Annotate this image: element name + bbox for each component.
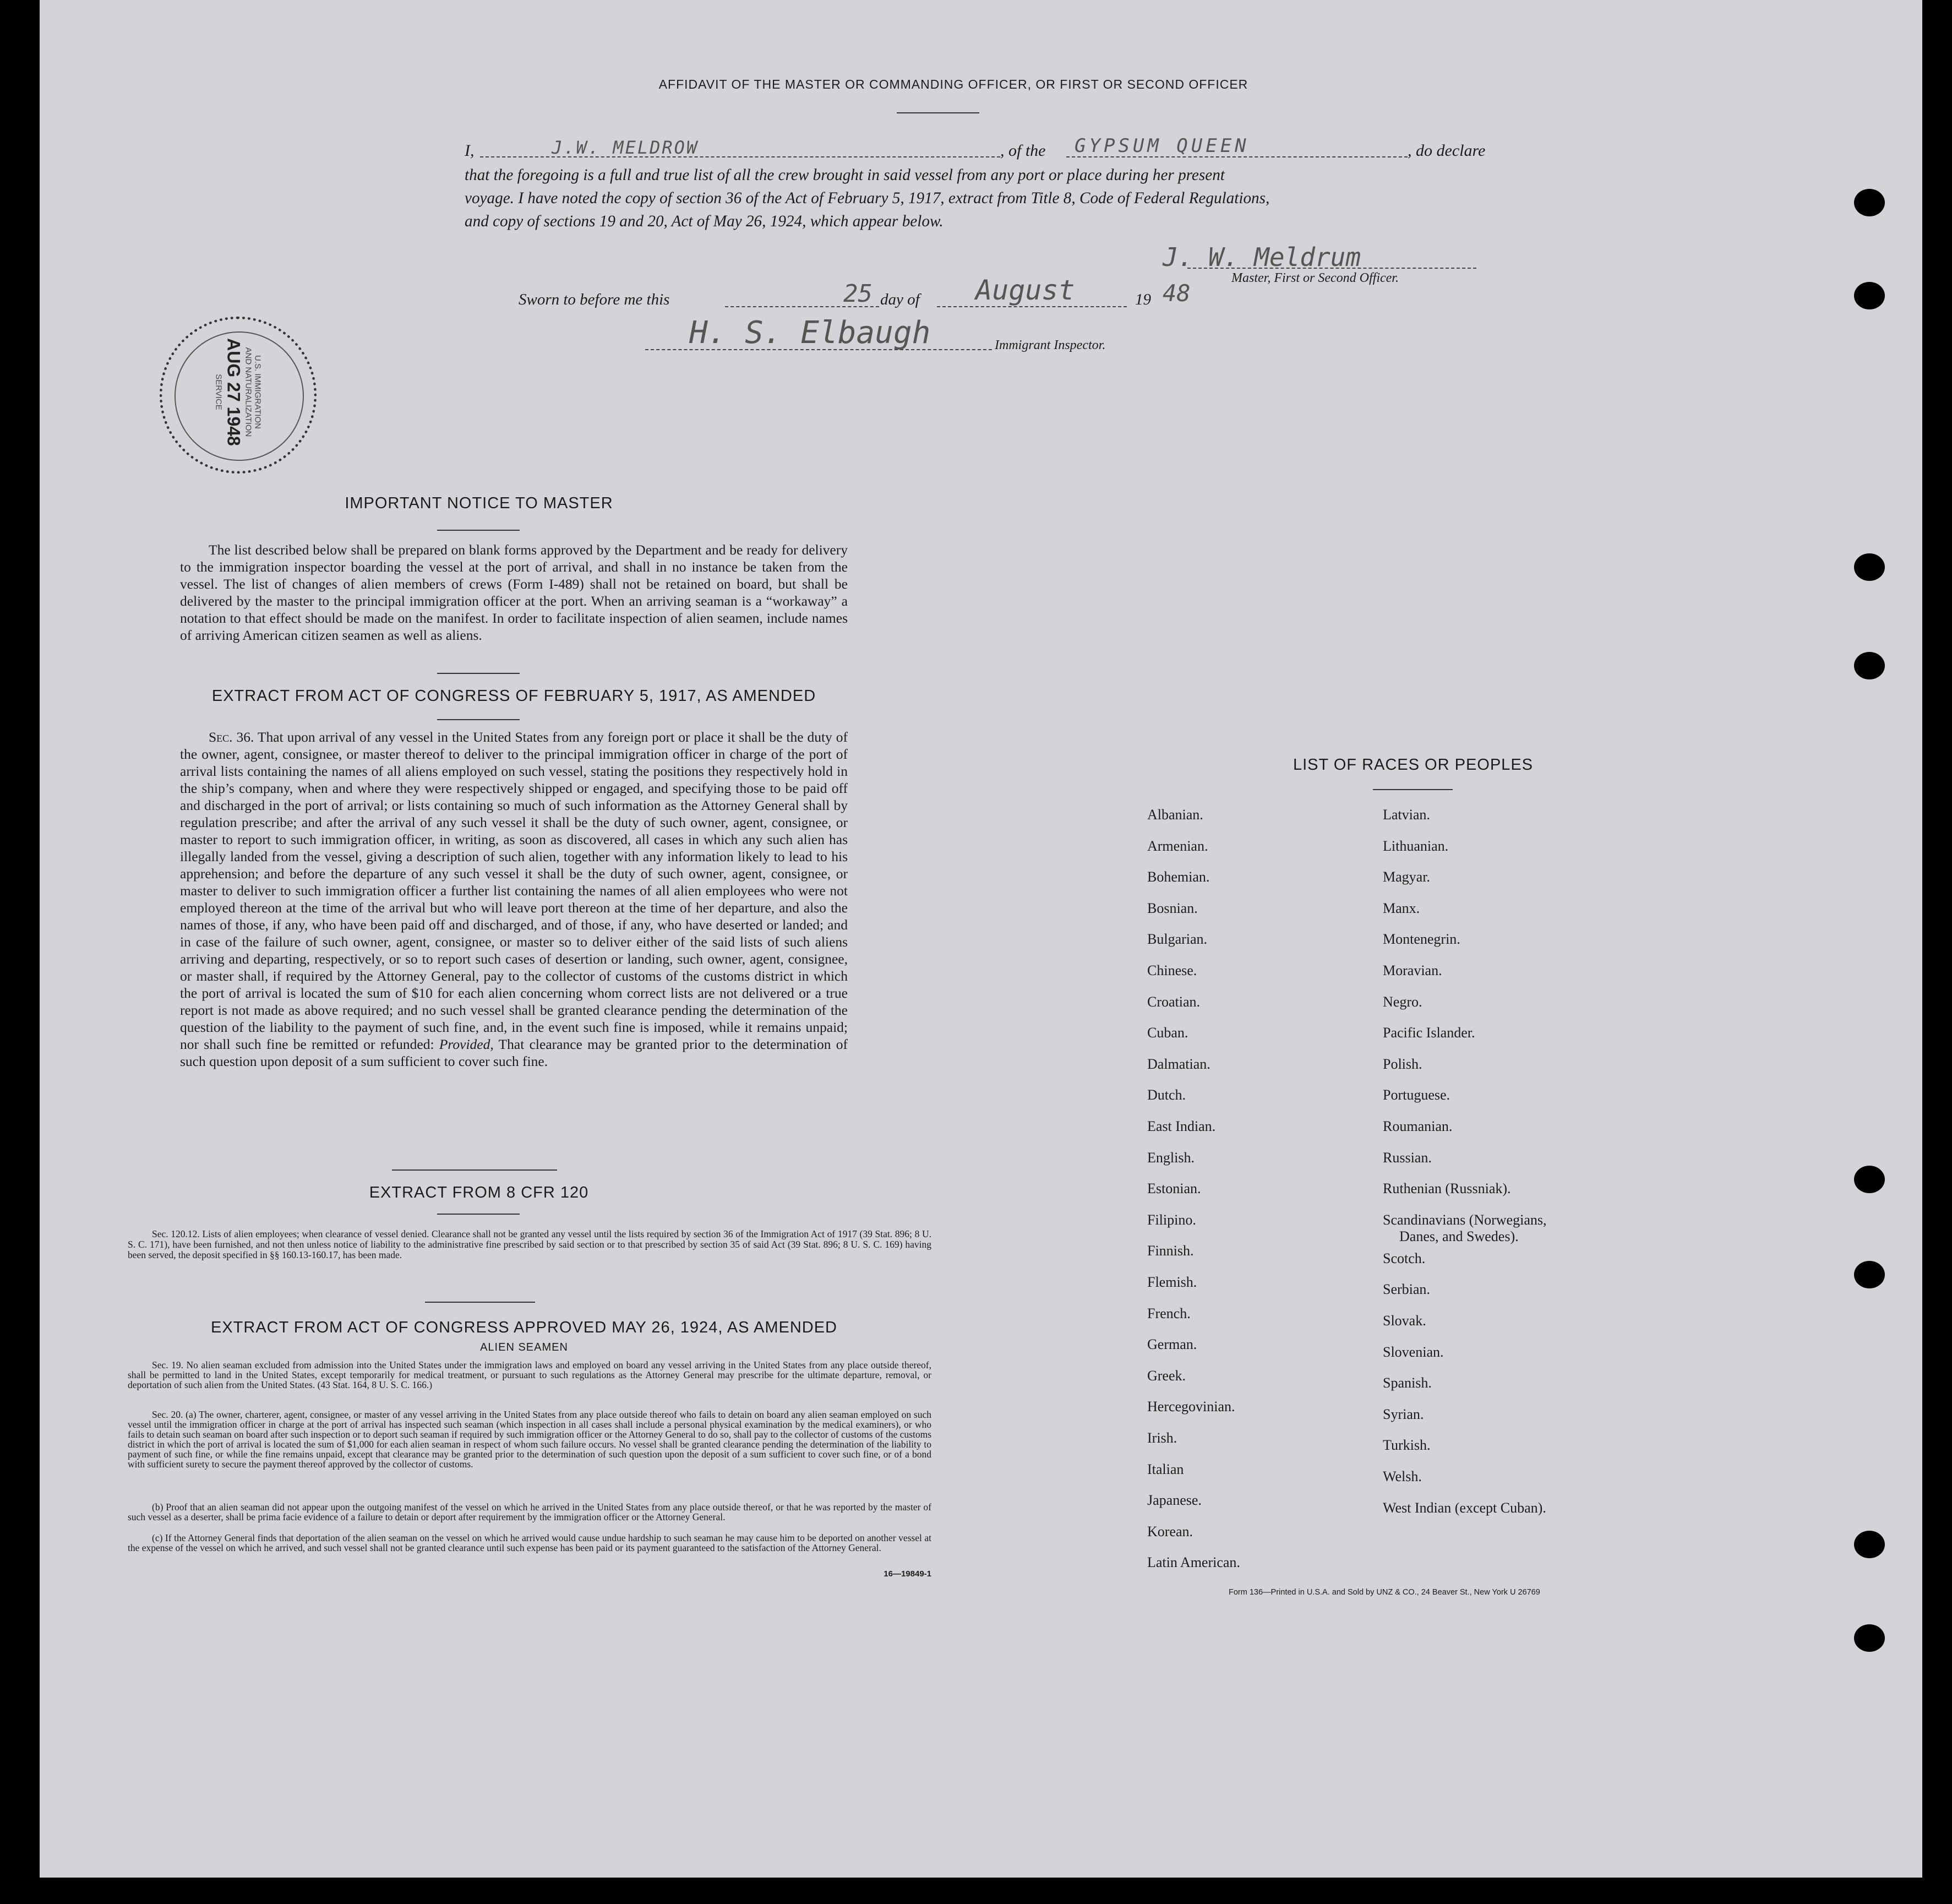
- race-item: Latvian.: [1383, 807, 1430, 823]
- master-signature: J. W. Meldrum: [1163, 242, 1361, 272]
- inspector-signature: H. S. Elbaugh: [689, 315, 931, 351]
- declaration-line-1: that the foregoing is a full and true list of all the crew brought in said vessel from any port or place during her present: [465, 166, 1225, 184]
- race-item: Greek.: [1147, 1367, 1186, 1384]
- punch-hole: [1854, 1261, 1885, 1288]
- act1917-proviso-text: That clearance may be granted prior to the determination of such question upon deposit of a sum sufficient to cover such fine.: [180, 1036, 848, 1069]
- punch-hole: [1854, 1624, 1885, 1652]
- race-item: Montenegrin.: [1383, 931, 1460, 948]
- race-item: Welsh.: [1383, 1468, 1422, 1484]
- races-title: LIST OF RACES OR PEOPLES: [1293, 756, 1534, 774]
- race-item: Cuban.: [1147, 1025, 1188, 1041]
- vessel-name: GYPSUM QUEEN: [1075, 135, 1250, 157]
- race-item: Scandinavians (Norwegians,: [1383, 1211, 1547, 1228]
- race-item: Flemish.: [1147, 1274, 1197, 1290]
- race-item: Finnish.: [1147, 1243, 1194, 1259]
- race-item: Latin American.: [1147, 1554, 1240, 1571]
- race-item: English.: [1147, 1149, 1195, 1166]
- punch-hole: [1854, 1166, 1885, 1193]
- act1917-title: EXTRACT FROM ACT OF CONGRESS OF FEBRUARY 5, 1917, AS AMENDED: [211, 687, 816, 705]
- notice-body: The list described below shall be prepared on blank forms approved by the Department and be ready for delivery to the immigration inspector boarding the vessel at the port of arrival, and shall in no instance be taken from the vessel. The list of changes of alien members of crews (Form I-489) shall not be retained on board, but shall be delivered by the master to the principal immigration officer at the port. When an arriving seaman is a “workaway” a notation to that effect should be made on the manifest. In order to facilitate inspection of alien seamen, include names of arriving American citizen seamen as well as aliens.: [180, 542, 848, 643]
- race-item: Korean.: [1147, 1523, 1193, 1539]
- act1924-title: EXTRACT FROM ACT OF CONGRESS APPROVED MAY 26, 1924, AS AMENDED: [211, 1319, 837, 1336]
- punch-hole: [1854, 282, 1885, 309]
- form-footer: Form 136—Printed in U.S.A. and Sold by UNZ & CO., 24 Beaver St., New York U 26769: [1229, 1588, 1540, 1597]
- race-item: Syrian.: [1383, 1406, 1424, 1422]
- stamp-line-3: SERVICE: [214, 374, 223, 410]
- races-title-divider: [1373, 789, 1453, 790]
- race-item: Negro.: [1383, 993, 1422, 1010]
- race-item: Chinese.: [1147, 962, 1197, 978]
- declaration-line-2: voyage. I have noted the copy of section 36 of the Act of February 5, 1917, extract from Title 8, Code of Federal Regulations,: [465, 189, 1270, 207]
- act1924-para-4: (c) If the Attorney General finds that deportation of the alien seaman on the vessel on which he arrived would cause undue hardship to such seaman he may cause him to be deported on another vessel at the expense of the vessel on which he arrived, and such vessel shall not be granted clearance until such expense has been paid or its payment guaranteed to the satisfaction of the Attorney General.: [128, 1532, 931, 1553]
- race-item: Croatian.: [1147, 993, 1201, 1010]
- do-declare-label: , do declare: [1408, 142, 1486, 160]
- race-item: Lithuanian.: [1383, 837, 1449, 854]
- race-item: Scotch.: [1383, 1250, 1426, 1266]
- race-item: Bohemian.: [1147, 869, 1210, 885]
- sworn-label: Sworn to before me this: [519, 291, 670, 308]
- race-item: Filipino.: [1147, 1211, 1196, 1228]
- race-item: East Indian.: [1147, 1118, 1216, 1134]
- stamp-text-block: [214, 328, 263, 457]
- race-item: Slovenian.: [1383, 1343, 1444, 1360]
- year-suffix: 48: [1163, 280, 1191, 307]
- race-item: Slovak.: [1383, 1313, 1426, 1329]
- year-prefix: 19: [1135, 291, 1151, 308]
- race-item: Armenian.: [1147, 837, 1208, 854]
- race-item: Pacific Islander.: [1383, 1025, 1475, 1041]
- race-item: Polish.: [1383, 1056, 1422, 1072]
- race-item: Serbian.: [1383, 1281, 1430, 1298]
- notice-title: IMPORTANT NOTICE TO MASTER: [345, 494, 613, 512]
- act1917-divider: [392, 1169, 557, 1171]
- race-item: Magyar.: [1383, 869, 1430, 885]
- race-item: Bosnian.: [1147, 900, 1198, 916]
- race-item: Japanese.: [1147, 1492, 1202, 1509]
- act1924-subtitle: ALIEN SEAMEN: [480, 1341, 568, 1353]
- race-item: Irish.: [1147, 1430, 1177, 1446]
- stamp-date: AUG 27 1948: [223, 338, 244, 446]
- notice-title-divider: [437, 530, 520, 531]
- act1924-para-3: (b) Proof that an alien seaman did not appear upon the outgoing manifest of the vessel on which he arrived in the United States from any place outside thereof, or that he was reported by the master of such vessel as a deserter, shall be prima facie evidence of a failure to detain or deport after requirement by the immigration officer or the Attorney General.: [128, 1502, 931, 1522]
- act1917-title-divider: [437, 719, 520, 720]
- race-item: Italian: [1147, 1461, 1184, 1477]
- inspector-caption: Immigrant Inspector.: [995, 338, 1106, 352]
- punch-hole: [1854, 1531, 1885, 1558]
- race-item: Albanian.: [1147, 807, 1203, 823]
- race-item: French.: [1147, 1305, 1191, 1321]
- notice-divider: [437, 673, 520, 674]
- race-item: Dalmatian.: [1147, 1056, 1211, 1072]
- act1917-sec-label: Sec. 36.: [209, 729, 254, 745]
- master-name: J.W. MELDROW: [552, 137, 699, 158]
- cfr-body: Sec. 120.12. Lists of alien employees; when clearance of vessel denied. Clearance shall not be granted any vessel until the lists required by section 36 of the Immigration Act of 1917 (39 Stat. 896; 8 U. S. C. 171), have been furnished, and not then unless notice of liability to the administrative fine prescribed by said section or to that prescribed by section 35 of said Act (39 Stat. 896; 8 U. S. C. 169) having been served, the deposit specified in §§ 160.13-160.17, has been made.: [128, 1228, 931, 1260]
- race-item: Roumanian.: [1383, 1118, 1453, 1134]
- affidavit-title: AFFIDAVIT OF THE MASTER OR COMMANDING OFFICER, OR FIRST OR SECOND OFFICER: [658, 77, 1248, 91]
- stamp-line-2: AND NATURALIZATION: [243, 347, 253, 437]
- race-item: Danes, and Swedes).: [1399, 1228, 1519, 1244]
- day-of-label: day of: [880, 291, 920, 308]
- master-caption: Master, First or Second Officer.: [1231, 271, 1399, 285]
- cfr-title: EXTRACT FROM 8 CFR 120: [369, 1184, 589, 1201]
- cfr-divider: [425, 1302, 535, 1303]
- race-item: German.: [1147, 1336, 1197, 1353]
- declaration-line-3: and copy of sections 19 and 20, Act of May 26, 1924, which appear below.: [465, 213, 944, 230]
- race-item: Hercegovinian.: [1147, 1399, 1235, 1415]
- act1917-body: [180, 728, 848, 1070]
- sworn-month-line: [937, 306, 1127, 307]
- stamp-line-1: U.S. IMMIGRATION: [253, 355, 263, 429]
- race-item: Ruthenian (Russniak).: [1383, 1181, 1511, 1197]
- act1924-para-2: Sec. 20. (a) The owner, charterer, agent, consignee, or master of any vessel arriving in the United States from any place outside thereof who fails to detain on board any alien seaman employed on such vessel until the immigration officer in charge at the port of arrival has inspected such seaman (which inspection in all cases shall include a personal physical examination by the medical examiners), or who fails to detain such seaman on board after such inspection or to deport such seaman if required by such immigration officer or the Attorney General to do so, shall pay to the collector of customs of the customs district in which the port of arrival is located the sum of $1,000 for each alien seaman in respect of whom such failure occurs. No vessel shall be granted clearance pending the determination of the liability to payment of such fine, or while the fine remains unpaid, except that clearance may be granted prior to the determination of such question upon the deposit of a sum sufficient to cover such fine, or of a bond with sufficient surety to secure the payment thereof approved by the collector of customs.: [128, 1409, 931, 1470]
- act1924-code: 16—19849-1: [884, 1569, 931, 1579]
- sworn-month: August: [975, 274, 1075, 306]
- race-item: Manx.: [1383, 900, 1420, 916]
- race-item: Portuguese.: [1383, 1087, 1451, 1103]
- act1917-proviso-label: Provided,: [439, 1036, 494, 1052]
- affidavit-i-label: I,: [465, 142, 475, 160]
- act1917-body-text: That upon arrival of any vessel in the United States from any foreign port or place it shall be the duty of the owner, agent, consignee, or master thereof to deliver to the principal immigration officer in charge of the port of arrival lists containing the names of all aliens employed on such vessel, stating the positions they respectively hold in the ship’s company, when and where they were respectively shipped or engaged, and specifying those to be paid off and discharged in the port of arrival; or lists containing so much of such information as the Attorney General shall by regulation prescribe; and after the arrival of any such vessel it shall be the duty of such owner, agent, consignee, or master to report to such immigration officer, in writing, as soon as discovered, all cases in which any such alien has illegally landed from the vessel, giving a description of such alien, together with any information likely to lead to his apprehension; and before the departure of any such vessel it shall be the duty of such owner, agent, consignee, or master to deliver to such immigration officer a further list containing the names of all alien employees who were not employed thereon at the time of the arrival but who will leave port thereon at the time of her departure, and also the names of those, if any, who have been paid off and discharged, and of those, if any, who have deserted or landed; and in case of the failure of such owner, agent, consignee, or master so to deliver either of the said lists of such aliens arriving and departing, respectively, or so to report such cases of desertion or landing, such owner, agent, consignee, or master shall, if required by the Attorney General, pay to the collector of customs of the customs district in which the port of arrival is located the sum of $10 for each alien concerning whom correct lists are not delivered or a true report is not made as above required; and no such vessel shall be granted clearance pending the determination of the question of the liability to the payment of such fine, and, in the event such fine is imposed, while it remains unpaid; nor shall such fine be remitted or refunded:: [180, 729, 848, 1052]
- cfr-title-divider: [437, 1214, 520, 1215]
- of-the-label: , of the: [1000, 142, 1046, 160]
- race-item: Dutch.: [1147, 1087, 1186, 1103]
- race-item: Spanish.: [1383, 1375, 1432, 1391]
- punch-hole: [1854, 189, 1885, 216]
- sworn-day: 25: [843, 280, 873, 308]
- race-item: Russian.: [1383, 1149, 1432, 1166]
- punch-hole: [1854, 652, 1885, 679]
- race-item: Moravian.: [1383, 962, 1442, 978]
- punch-hole: [1854, 553, 1885, 581]
- inspection-stamp: [160, 317, 317, 474]
- document-page: [40, 0, 1922, 1878]
- title-divider: [897, 112, 979, 113]
- act1924-para-1: Sec. 19. No alien seaman excluded from admission into the United States under the immigration laws and employed on board any vessel arriving in the United States from any place outside thereof, shall be permitted to land in the United States, except temporarily for medical treatment, or pursuant to such regulations as the Attorney General may prescribe for the ultimate departure, removal, or deportation of such alien from the United States. (43 Stat. 164, 8 U. S. C. 166.): [128, 1359, 931, 1390]
- race-item: Estonian.: [1147, 1181, 1201, 1197]
- race-item: Turkish.: [1383, 1437, 1431, 1454]
- race-item: Bulgarian.: [1147, 931, 1208, 948]
- race-item: West Indian (except Cuban).: [1383, 1499, 1546, 1516]
